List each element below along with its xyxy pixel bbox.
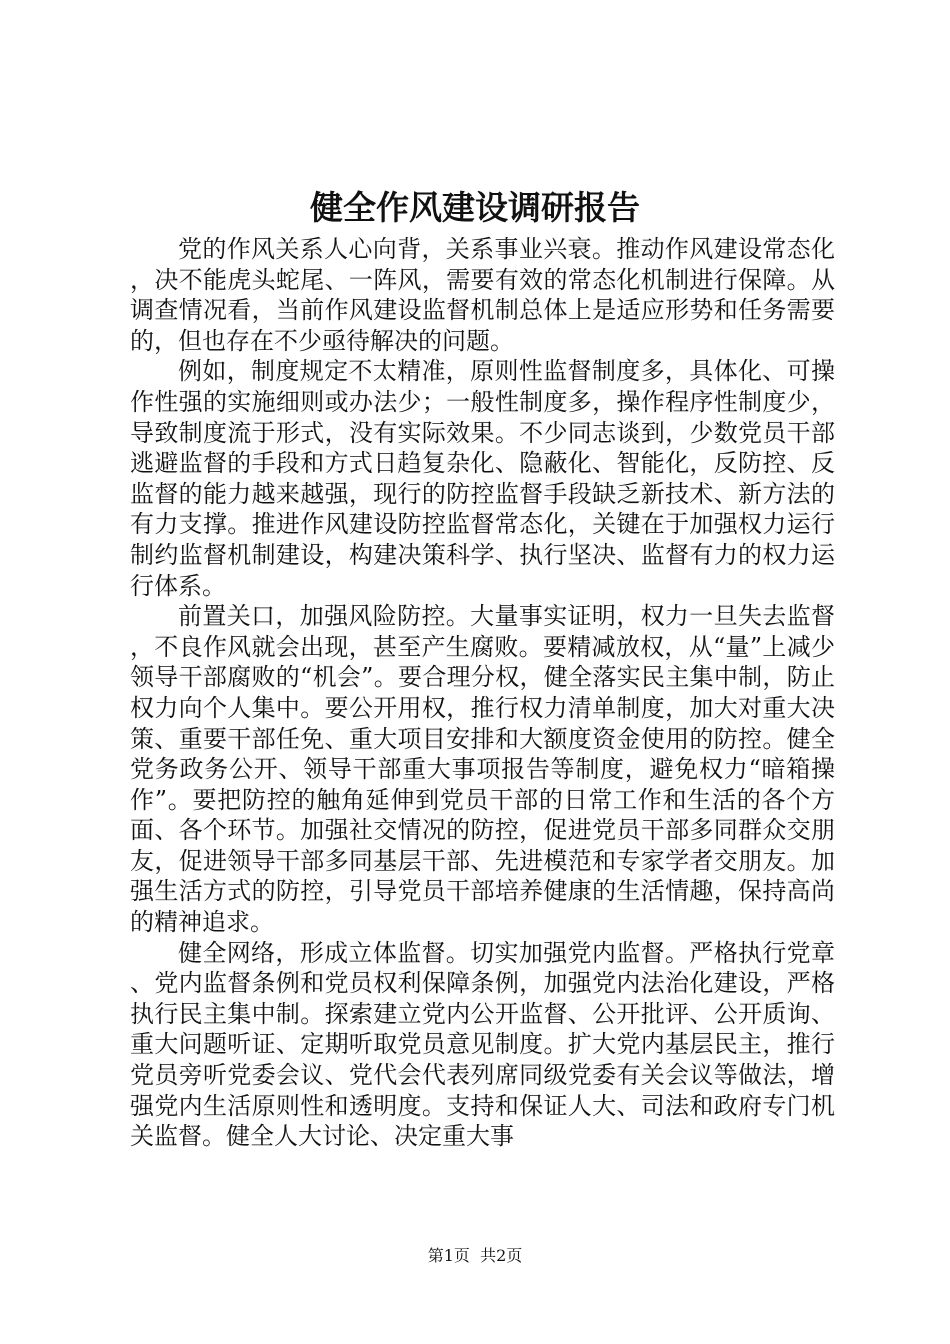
page-footer [0,1245,950,1267]
document-body [130,234,835,1152]
document-title: 健全作风建设调研报告 [310,188,640,227]
paragraph-2: 例如，制度规定不太精准，原则性监督制度多，具体化、可操作性强的实施细则或办法少；一般性制度多，操作程序性制度少，导致制度流于形式，没有实际效果。不少同志谈到，少数党员干部逃避监督的手段和方式日趋复杂化、隐蔽化、智能化，反防控、反监督的能力越来越强，现行的防控监督手段缺乏新技术、新方法的有力支撑。推进作风建设防控监督常态化，关键在于加强权力运行制约监督机制建设，构建决策科学、执行坚决、监督有力的权力运行体系。 [130,357,835,600]
paragraph-1: 党的作风关系人心向背，关系事业兴衰。推动作风建设常态化，决不能虎头蛇尾、一阵风，需要有效的常态化机制进行保障。从调查情况看，当前作风建设监督机制总体上是适应形势和任务需要的，但也存在不少亟待解决的问题。 [130,235,835,355]
paragraph-4: 健全网络，形成立体监督。切实加强党内监督。严格执行党章、党内监督条例和党员权利保障条例，加强党内法治化建设，严格执行民主集中制。探索建立党内公开监督、公开批评、公开质询、重大问题听证、定期听取党员意见制度。扩大党内基层民主，推行党员旁听党委会议、党代会代表列席同级党委有关会议等做法，增强党内生活原则性和透明度。支持和保证人大、司法和政府专门机关监督。健全人大讨论、决定重大事 [130,938,835,1151]
page-total: 共2页 [480,1246,523,1265]
paragraph-3: 前置关口，加强风险防控。大量事实证明，权力一旦失去监督，不良作风就会出现，甚至产生腐败。要精减放权，从“量”上减少领导干部腐败的“机会”。要合理分权，健全落实民主集中制，防止权力向个人集中。要公开用权，推行权力清单制度，加大对重大决策、重要干部任免、重大项目安排和大额度资金使用的防控。健全党务政务公开、领导干部重大事项报告等制度，避免权力“暗箱操作”。要把防控的触角延伸到党员干部的日常工作和生活的各个方面、各个环节。加强社交情况的防控，促进党员干部多同群众交朋友，促进领导干部多同基层干部、先进模范和专家学者交朋友。加强生活方式的防控，引导党员干部培养健康的生活情趣，保持高尚的精神追求。 [130,602,835,937]
page-number: 第1页 [427,1246,470,1265]
